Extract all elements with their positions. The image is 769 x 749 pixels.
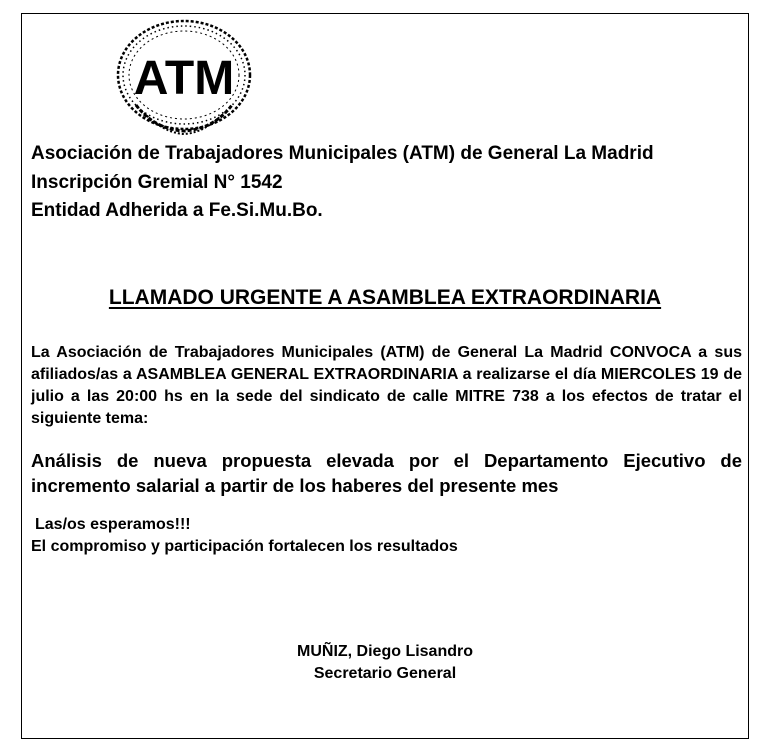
atm-union-logo-icon [114, 17, 254, 137]
signature-block [21, 641, 749, 685]
registration-number: Inscripción Gremial N° 1542 [31, 171, 283, 193]
signatory-name: MUÑIZ, Diego Lisandro [297, 643, 473, 660]
closing-line-1: Las/os esperamos!!! [35, 516, 191, 533]
headline-text: LLAMADO URGENTE A ASAMBLEA EXTRAORDINARIA [108, 286, 662, 309]
svg-text:ATM: ATM [133, 52, 235, 105]
signatory-title: Secretario General [313, 665, 457, 682]
organization-name: Asociación de Trabajadores Municipales (ATM) de General La Madrid [31, 143, 654, 164]
closing-message [31, 514, 731, 558]
page-title [21, 284, 749, 312]
affiliation: Entidad Adherida a Fe.Si.Mu.Bo. [31, 200, 323, 221]
closing-line-2: El compromiso y participación fortalecen los resultados [31, 538, 458, 555]
organization-header [31, 140, 731, 226]
convocation-paragraph: La Asociación de Trabajadores Municipales (ATM) de General La Madrid CONVOCA a sus afiliados/as a ASAMBLEA GENERAL EXTRAORDINARIA a realizarse el día MIERCOLES 19 de julio a las 20:00 hs en la sede del sindicato de calle MITRE 738 a los efectos de tratar el siguiente tema: [31, 344, 742, 427]
agenda-topic: Análisis de nueva propuesta elevada por el Departamento Ejecutivo de incremento salarial a partir de los haberes del presente mes [31, 450, 742, 496]
